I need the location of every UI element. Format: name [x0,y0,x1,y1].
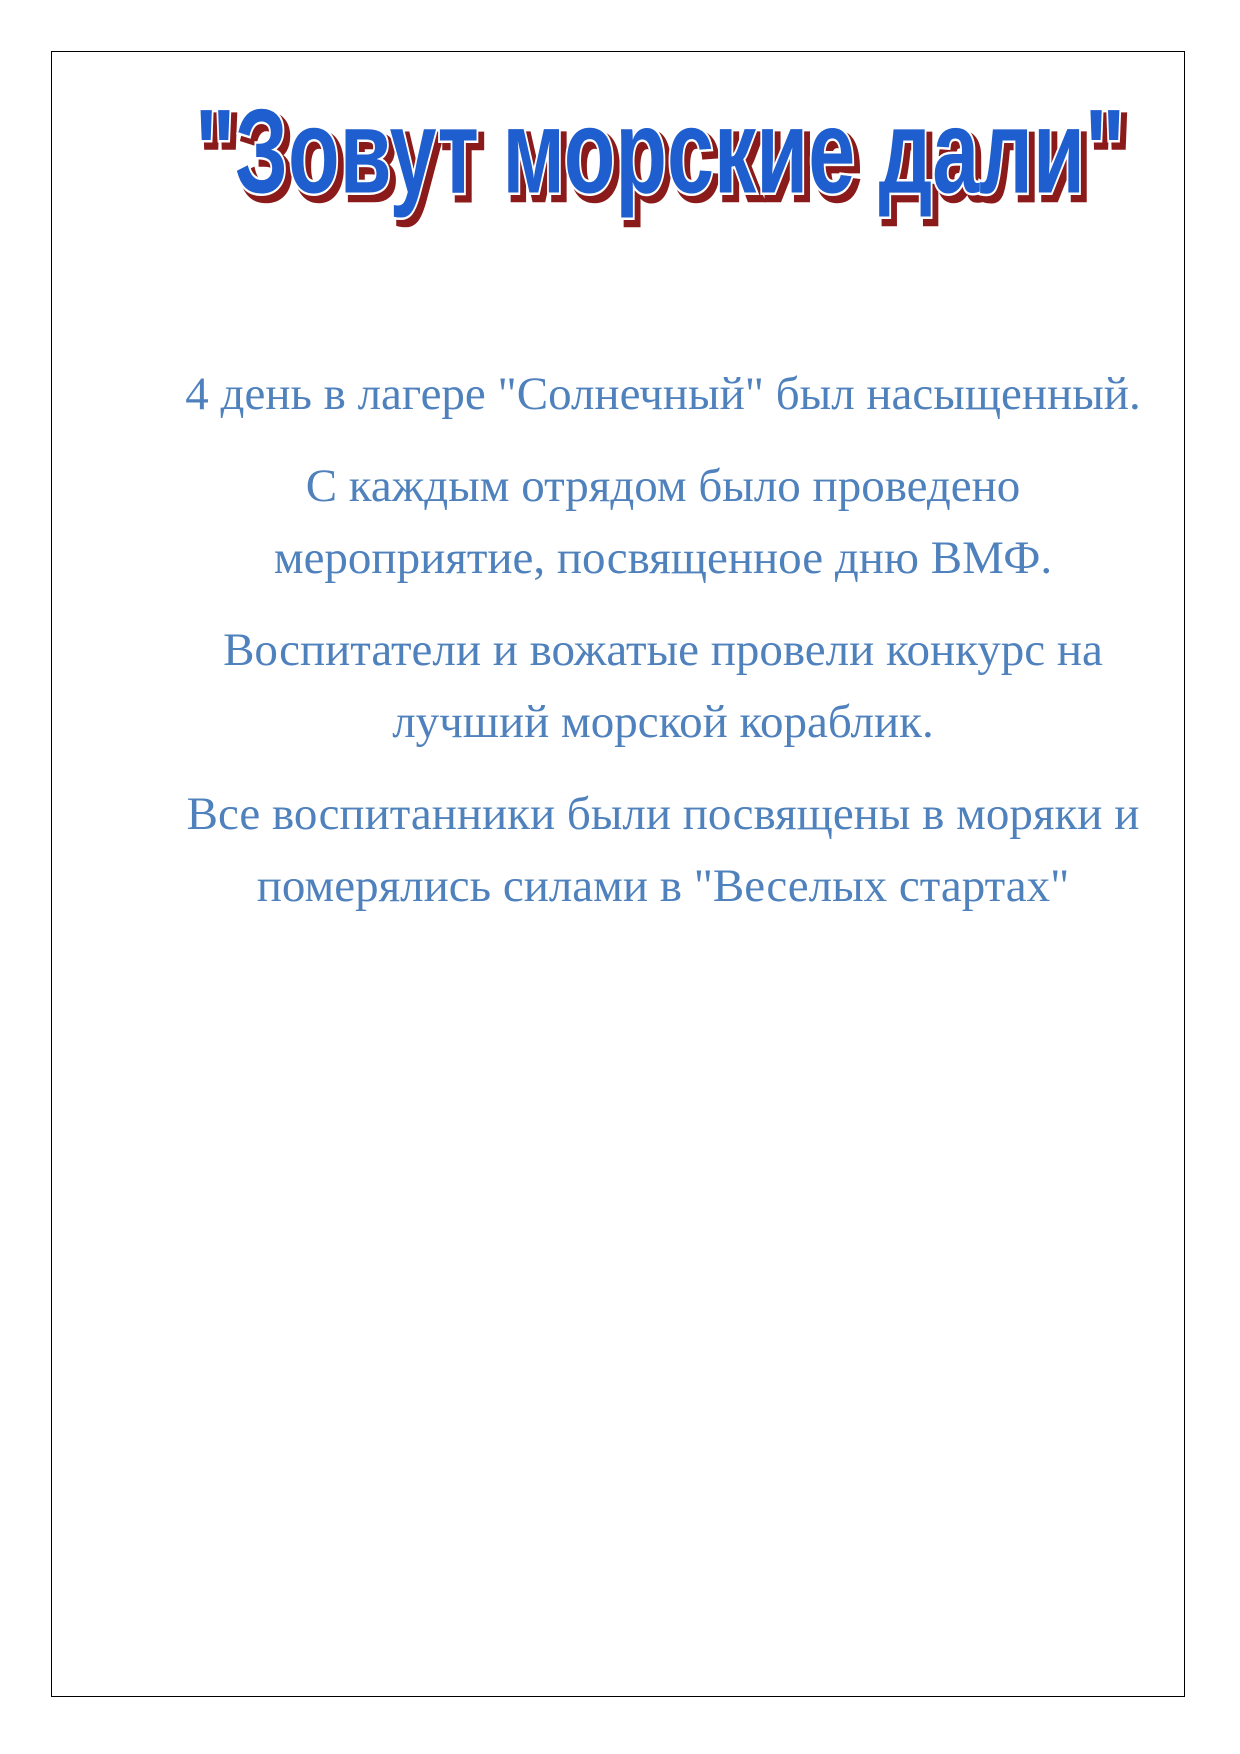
announcement-body [170,358,1156,942]
paragraph-2: С каждым отрядом было проведено мероприятие, посвященное дню ВМФ. [273,460,1053,584]
title-shadow: "Зовут морские дали" [200,100,1130,226]
paragraph-3: Воспитатели и вожатые провели конкурс на лучший морской кораблик. [223,624,1103,748]
title-text: "Зовут морские дали" [194,100,1126,220]
paragraph-4: Все воспитанники были посвящены в моряки и померялись силами в "Веселых стартах" [186,788,1140,912]
page-title [186,100,1136,230]
wordart-title [186,100,1136,230]
paragraph-1: 4 день в лагере "Солнечный" был насыщенный. [185,368,1141,420]
